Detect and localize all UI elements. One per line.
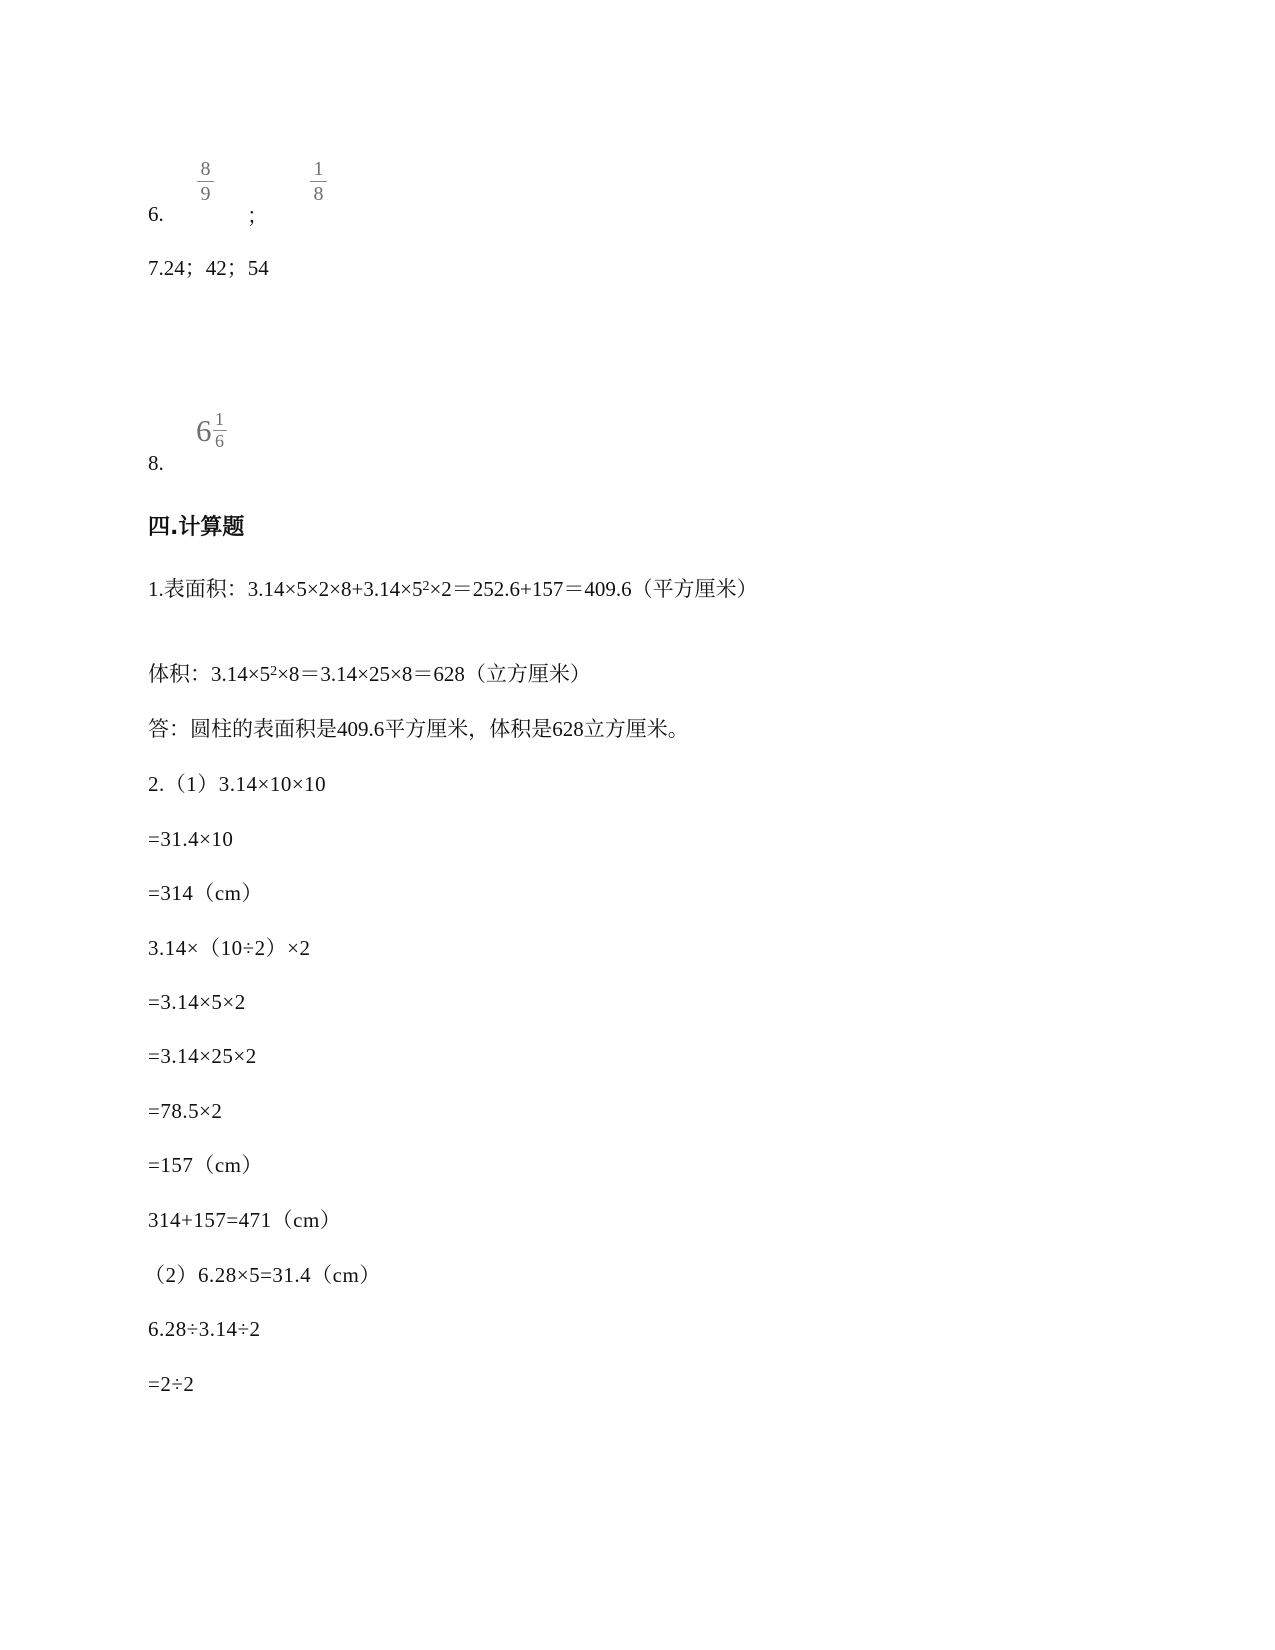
fraction-bar [197, 181, 214, 182]
calc1-surface-area [148, 576, 758, 602]
q6-fraction-1-numerator: 8 [200, 158, 211, 180]
q6-fraction-1-denominator: 9 [200, 183, 211, 205]
calc2-line: 314+157=471（cm） [148, 1208, 342, 1232]
q6-fraction-1 [197, 158, 214, 205]
calc2-line: =3.14×5×2 [148, 990, 246, 1014]
q8-whole: 6 [196, 412, 212, 448]
q8-number: 8. [148, 451, 164, 475]
calc1-surface-prefix: 1.表面积：3.14×5×2×8+3.14×5 [148, 577, 423, 601]
section-title: 四.计算题 [148, 515, 245, 540]
q6-fraction-2-denominator: 8 [313, 183, 324, 205]
calc1-surface-exponent: 2 [422, 579, 430, 594]
calc2-line: 6.28÷3.14÷2 [148, 1317, 261, 1341]
calc2-line: 2.（1）3.14×10×10 [148, 772, 327, 796]
calc1-volume-suffix: ×8＝3.14×25×8＝628（立方厘米） [277, 662, 591, 686]
q8-denominator: 6 [215, 431, 224, 451]
q6-number: 6. [148, 202, 164, 226]
calc2-line: =157（cm） [148, 1153, 263, 1177]
q6-fraction-2 [310, 158, 327, 205]
calc1-volume [148, 661, 591, 687]
q8-fraction [213, 410, 227, 451]
calc2-line: =3.14×25×2 [148, 1044, 257, 1068]
q6-fraction-2-numerator: 1 [313, 158, 324, 180]
q8-mixed-number [196, 410, 227, 451]
calc1-surface-suffix: ×2＝252.6+157＝409.6（平方厘米） [429, 577, 758, 601]
calc2-line: （2）6.28×5=31.4（cm） [144, 1263, 381, 1287]
calc2-line: =2÷2 [148, 1372, 195, 1396]
calc2-line: =31.4×10 [148, 827, 234, 851]
calc1-volume-prefix: 体积：3.14×5 [148, 662, 271, 686]
q6-separator: ； [247, 204, 268, 228]
calc2-line: =78.5×2 [148, 1099, 223, 1123]
calc2-line: 3.14×（10÷2）×2 [148, 936, 311, 960]
calc2-line: =314（cm） [148, 881, 263, 905]
q7-answer: 7.24；42；54 [148, 256, 269, 280]
fraction-bar [310, 181, 327, 182]
q8-numerator: 1 [215, 409, 224, 429]
calc1-volume-exponent: 2 [270, 664, 278, 679]
calc1-answer: 答：圆柱的表面积是409.6平方厘米，体积是628立方厘米。 [148, 717, 689, 741]
